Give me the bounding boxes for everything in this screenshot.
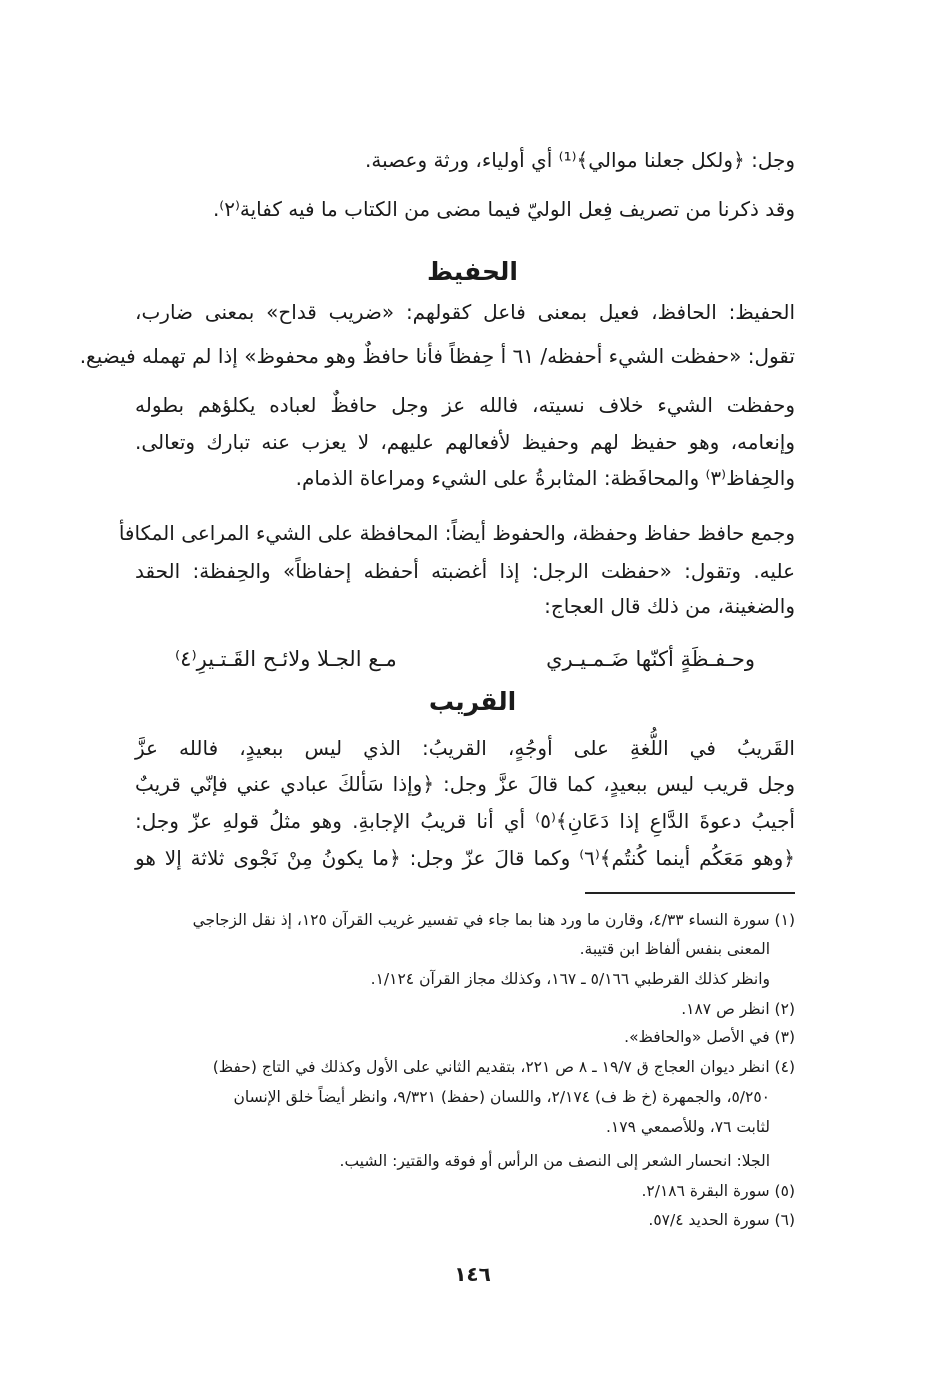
footnote-line: (٦) سورة الحديد ٥٧/٤.	[648, 1211, 795, 1229]
body-line: عليه. وتقول: «حفظت الرجل: إذا أغضبته أحفظه إحفاظاً» والحِفظة: الحقد	[135, 559, 795, 583]
footnote-line: الجلا: انحسار الشعر إلى النصف من الرأس أو فوقه والقتير: الشيب.	[339, 1152, 770, 1170]
body-line: وإنعامه، وهو حفيظ لهم وحفيظ لأفعالهم عليهم، لا يعزب عنه تبارك وتعالى.	[135, 430, 795, 454]
footnote-line: (٥) سورة البقرة ٢/١٨٦.	[641, 1182, 795, 1200]
body-line: وحفظت الشيء خلاف نسيته، فالله عز وجل حافظٌ لعباده يكلؤهم بطوله	[135, 393, 795, 417]
footnote-line: وانظر كذلك القرطبي ٥/١٦٦ ـ ١٦٧، وكذلك مجاز القرآن ١/١٢٤.	[370, 970, 770, 988]
body-line: والحِفاظ⁽٣⁾ والمحافَظة: المثابرةُ على الشيء ومراعاة الذمام.	[295, 466, 795, 490]
body-line: وجل: ﴿ولكل جعلنا موالي﴾⁽¹⁾ أي أولياء، ورثة وعصبة.	[365, 148, 795, 172]
body-line: تقول: «حفظت الشيء أحفظه/ ٦١ أ حِفظاً فأنا حافظٌ وهو محفوظ» إذا لم تهمله فيضيع.	[79, 344, 795, 368]
poem-verse	[175, 643, 755, 675]
body-line: ﴿وهو مَعَكُم أينما كُنتُم﴾⁽٦⁾ وكما قالَ عزّ وجل: ﴿ما يكونُ مِنْ نَجْوى ثلاثة إلا هو	[135, 846, 795, 870]
body-line: أجيبُ دعوةَ الدَّاعِ إذا دَعَانِ﴾⁽٥⁾ أي أنا قريبُ الإجابةِ. وهو مثلُ قولهِ عزّ وجل:	[135, 809, 795, 833]
footnote-line: لثابت ٧٦، وللأصمعي ١٧٩.	[605, 1118, 770, 1136]
body-line: الحفيظ: الحافظ، فعيل بمعنى فاعل كقولهم: «ضريب قداح» بمعنى ضارب،	[135, 300, 795, 324]
verse-second-hemistich: مـع الجـلا ولائـح القَـتـيرِ⁽٤⁾	[175, 647, 397, 671]
page-number: ١٤٦	[454, 1262, 491, 1286]
footnote-line: (٣) في الأصل «والحافظ».	[624, 1028, 795, 1046]
footnote-line: (٤) انظر ديوان العجاج ق ١٩/٧ ـ ٨ ص ٢٢١، بتقديم الثاني على الأول وكذلك في التاج (حفظ)	[212, 1058, 795, 1076]
body-line: وجل قريب ليس ببعيدٍ، كما قالَ عزَّ وجل: ﴿وإذا سَألكَ عبادي عني فإنّي قريبٌ	[135, 772, 795, 796]
body-line: القَريبُ في اللُّغةِ على أوجُهٍ، القريبُ: الذي ليس ببعيدٍ، فالله عزَّ	[135, 736, 795, 760]
body-line: والضغينة، من ذلك قال العجاج:	[544, 594, 795, 618]
section-heading: الحفيظ	[427, 257, 518, 286]
footnote-line: (٢) انظر ص ١٨٧.	[681, 1000, 795, 1018]
verse-first-hemistich: وحـفـظَةٍ أكنّها ضَـمـيـري	[546, 647, 755, 671]
section-heading: القريب	[428, 687, 517, 716]
footnote-separator	[585, 892, 795, 894]
body-line: وقد ذكرنا من تصريف فِعل الوليّ فيما مضى من الكتاب ما فيه كفاية⁽٢⁾.	[212, 197, 795, 221]
footnote-line: المعنى بنفس ألفاظ ابن قتيبة.	[579, 940, 770, 958]
footnote-line: (١) سورة النساء ٤/٣٣، وقارن ما ورد هنا بما جاء في تفسير غريب القرآن ١٢٥، إذ نقل الزجاجي	[192, 911, 795, 929]
footnote-line: ٥/٢٥٠، والجمهرة (خ ظ ف) ٢/١٧٤، واللسان (حفظ) ٩/٣٢١، وانظر أيضاً خلق الإنسان	[233, 1088, 770, 1106]
body-line: وجمع حافظ حفاظ وحفظة، والحفوظ أيضاً: المحافظة على الشيء المراعى المكافأ	[118, 521, 795, 545]
